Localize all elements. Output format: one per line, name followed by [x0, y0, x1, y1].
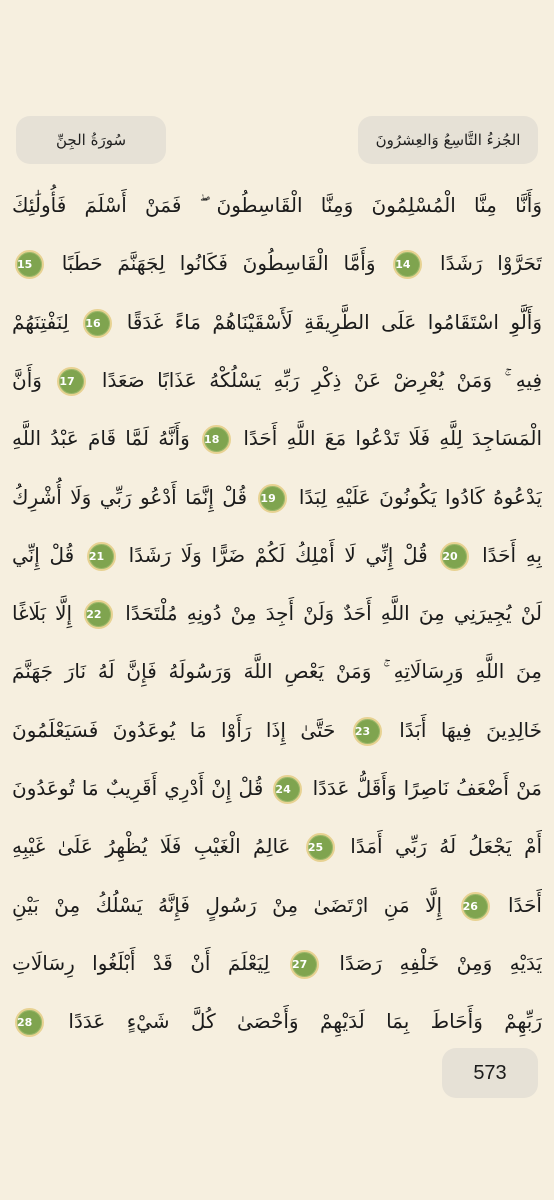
ayah-text: فِيهِ ۚ وَمَنْ يُعْرِضْ عَنْ ذِكْرِ رَبِّهِ يَسْلُكْهُ عَذَابًا صَعَدًا [101, 367, 542, 392]
ayah-text: عَالِمُ الْغَيْبِ فَلَا يُظْهِرُ عَلَىٰ غَيْبِهِ [12, 834, 291, 859]
ayah-number-marker[interactable]: 20 [440, 542, 469, 571]
ayah-number-marker[interactable]: 24 [273, 775, 302, 804]
ayah-number-marker[interactable]: 18 [202, 425, 231, 454]
ayah-text: مِنَ اللَّهِ وَرِسَالَاتِهِ ۚ وَمَنْ يَعْصِ اللَّهَ وَرَسُولَهُ فَإِنَّ لَهُ نَارَ جَهَنَّمَ [12, 659, 542, 684]
ayah-text: إِلَّا بَلَاغًا [12, 601, 73, 626]
ayah-text: قُلْ إِنَّمَا أَدْعُو رَبِّي وَلَا أُشْرِكُ [12, 484, 248, 509]
ayah-number-marker[interactable]: 25 [306, 833, 335, 862]
ayah-number-marker[interactable]: 26 [461, 892, 490, 921]
ayah-text: قُلْ إِنِّي لَا أَمْلِكُ لَكُمْ ضَرًّا وَلَا رَشَدًا [128, 542, 428, 567]
ayah-number-marker[interactable]: 15 [15, 250, 44, 279]
mushaf-page-text [12, 176, 542, 1176]
ayah-text: خَالِدِينَ فِيهَا أَبَدًا [399, 717, 542, 742]
quran-line [12, 526, 542, 584]
ayah-number-marker[interactable]: 22 [84, 600, 113, 629]
ayah-text: لِنَفْتِنَهُمْ [12, 309, 69, 334]
surah-label[interactable]: سُورَةُ الجِنِّ [16, 116, 166, 164]
ayah-number-marker[interactable]: 14 [393, 250, 422, 279]
quran-line [12, 293, 542, 351]
ayah-text: وَأَنَّا مِنَّا الْمُسْلِمُونَ وَمِنَّا الْقَاسِطُونَ ۖ فَمَنْ أَسْلَمَ فَأُولَٰئِكَ [12, 193, 542, 217]
quran-line [12, 176, 542, 234]
ayah-text: إِلَّا مَنِ ارْتَضَىٰ مِنْ رَسُولٍ فَإِنَّهُ يَسْلُكُ مِنْ بَيْنِ [12, 892, 443, 917]
page-number: 573 [442, 1048, 538, 1098]
quran-line [12, 234, 542, 292]
quran-line [12, 351, 542, 409]
ayah-text: لَنْ يُجِيرَنِي مِنَ اللَّهِ أَحَدٌ وَلَنْ أَجِدَ مِنْ دُونِهِ مُلْتَحَدًا [125, 601, 542, 626]
ayah-text: بِهِ أَحَدًا [482, 542, 542, 567]
ayah-text: أَحَدًا [508, 892, 542, 917]
ayah-text: وَأَنَّ [12, 367, 42, 392]
ayah-number-marker[interactable]: 27 [290, 950, 319, 979]
ayah-number-marker[interactable]: 21 [87, 542, 116, 571]
ayah-text: قُلْ إِنِّي [12, 542, 75, 567]
ayah-text: تَحَرَّوْا رَشَدًا [440, 251, 542, 276]
ayah-text: قُلْ إِنْ أَدْرِي أَقَرِيبٌ مَا تُوعَدُونَ [12, 776, 264, 800]
quran-line [12, 701, 542, 759]
ayah-text: لِيَعْلَمَ أَنْ قَدْ أَبْلَغُوا رِسَالَاتِ [12, 950, 270, 975]
ayah-text: وَأَمَّا الْقَاسِطُونَ فَكَانُوا لِجَهَنَّمَ حَطَبًا [61, 251, 376, 276]
quran-line [12, 992, 542, 1050]
quran-line [12, 759, 542, 817]
ayah-number-marker[interactable]: 19 [258, 484, 287, 513]
ayah-number-marker[interactable]: 23 [353, 717, 382, 746]
quran-line [12, 468, 542, 526]
ayah-text: رَبِّهِمْ وَأَحَاطَ بِمَا لَدَيْهِمْ وَأَحْصَىٰ كُلَّ شَيْءٍ عَدَدًا [68, 1009, 542, 1034]
quran-line [12, 642, 542, 700]
juz-label[interactable]: الجُزءُ التَّاسِعُ وَالعِشرُونَ [358, 116, 538, 164]
ayah-number-marker[interactable]: 16 [83, 309, 112, 338]
quran-line [12, 876, 542, 934]
ayah-text: وَأَنَّهُ لَمَّا قَامَ عَبْدُ اللَّهِ [12, 426, 190, 451]
ayah-text: مَنْ أَضْعَفُ نَاصِرًا وَأَقَلُّ عَدَدًا [312, 776, 542, 800]
ayah-text: الْمَسَاجِدَ لِلَّهِ فَلَا تَدْعُوا مَعَ اللَّهِ أَحَدًا [243, 426, 542, 451]
ayah-text: يَدْعُوهُ كَادُوا يَكُونُونَ عَلَيْهِ لِبَدًا [298, 484, 542, 509]
quran-line [12, 817, 542, 875]
quran-line [12, 934, 542, 992]
ayah-number-marker[interactable]: 17 [57, 367, 86, 396]
ayah-number-marker[interactable]: 28 [15, 1008, 44, 1037]
ayah-text: وَأَلَّوِ اسْتَقَامُوا عَلَى الطَّرِيقَةِ لَأَسْقَيْنَاهُمْ مَاءً غَدَقًا [126, 309, 542, 334]
quran-line [12, 584, 542, 642]
ayah-text: حَتَّىٰ إِذَا رَأَوْا مَا يُوعَدُونَ فَسَيَعْلَمُونَ [12, 717, 336, 742]
ayah-text: يَدَيْهِ وَمِنْ خَلْفِهِ رَصَدًا [339, 950, 542, 975]
ayah-text: أَمْ يَجْعَلُ لَهُ رَبِّي أَمَدًا [350, 834, 542, 859]
quran-line [12, 409, 542, 467]
